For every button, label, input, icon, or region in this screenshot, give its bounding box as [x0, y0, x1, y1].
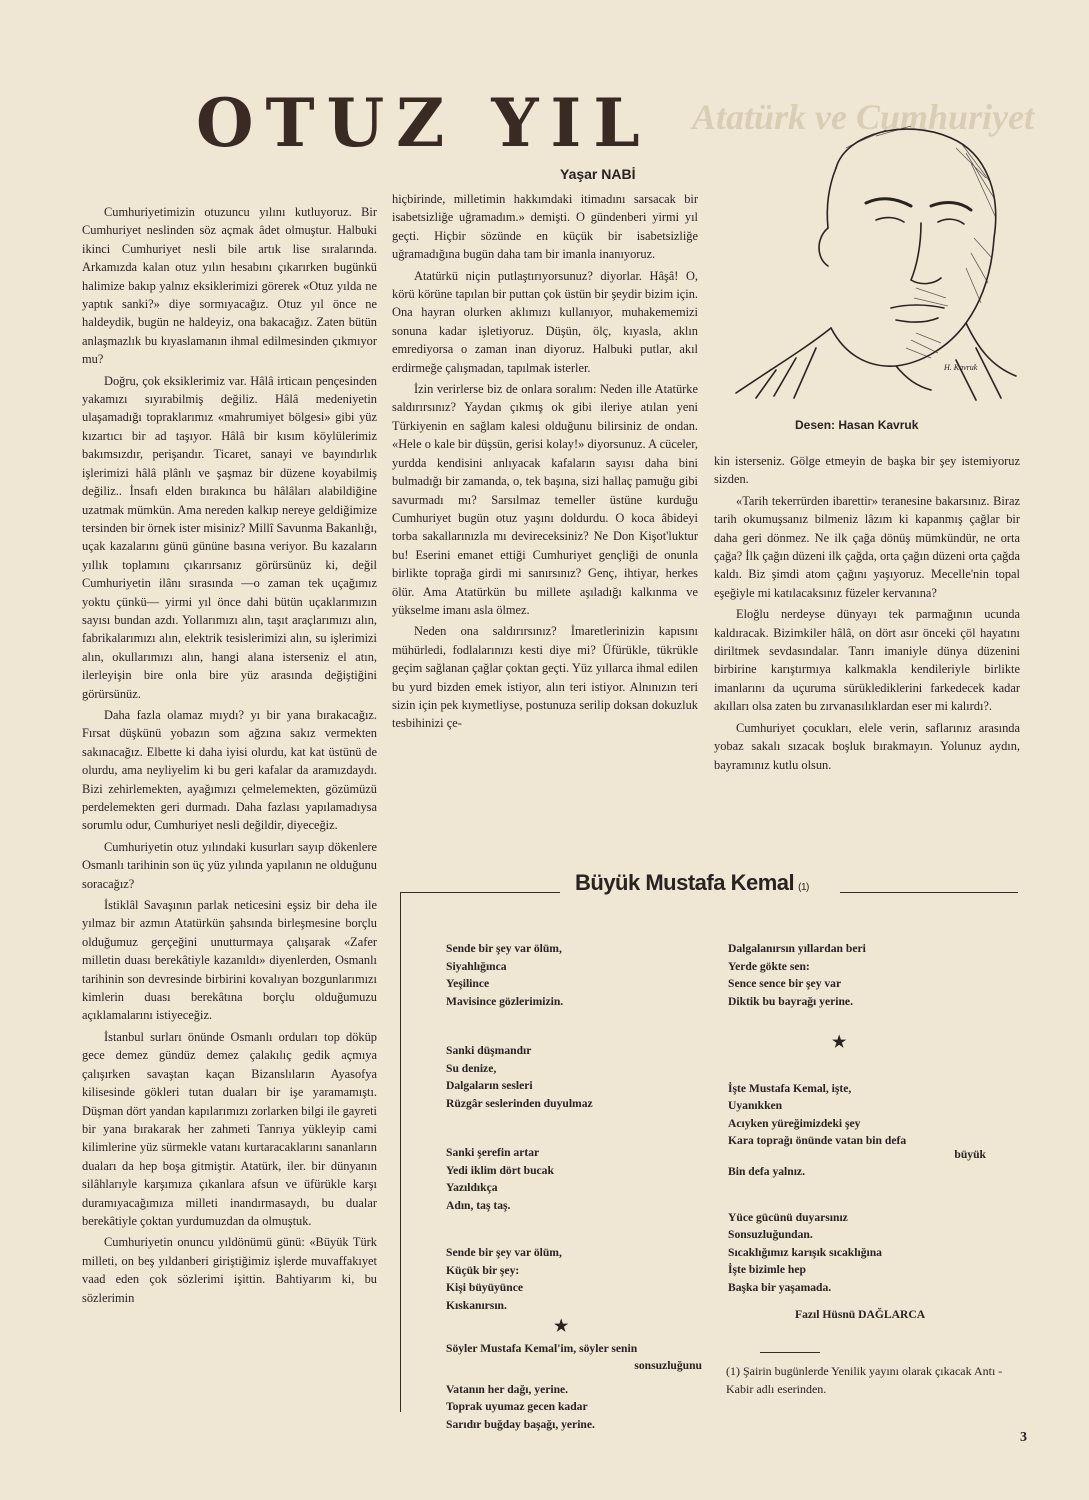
paragraph: Daha fazla olamaz mıydı? yı bir yana bırakacağız. Fırsat düşkünü yobazın som ağzına sakız vermekten sakınacağız. Elbette ki daha iyisi olurdu, kat kat üstünü de olurdu, ama neyliyelim ki bu geri kafalar da aramızdaydı. Bizi zehirlemekten, ayağımızı çelmelemekten, gözümüzü perdelemekten geri durmadı. Daha fazlası yapılamadıysa sorumlu odur, Cumhuriyet nesli değildir, diyeceğiz. [82, 707, 377, 833]
paragraph: «Tarih tekerrürden ibarettir» teranesine bakarsınız. Biraz tarih okumuşsanız bilmeniz lâzım ki kapanmış çağlar bir daha geri dönmez. Ne ilk çağa dönüş mümkündür, ne orta çağa? İlk çağın düzeni ilk çağda, orta çağın düzeni orta çağda kaldı. Biz şimdi atom çağını yaşıyoruz. Mecelle'nin topal eşeğiyle mi katılacaksınız füzeler kervanına? [714, 493, 1020, 600]
poem-left-column [446, 940, 702, 1433]
poem-frame-rule [400, 892, 401, 1412]
paragraph: kin isterseniz. Gölge etmeyin de başka bir şey istemiyoruz sizden. [714, 454, 1020, 487]
paragraph: İstanbul surları önünde Osmanlı orduları top döküp gece demez gündüz demez çalakılıç gedik açmıya çalışırken savaştan kaçan Bizanslıların Ayasofya kilisesinde gökleri tutan duaları bir işe yaramamıştı. Düşman dört yandan kapılarımızı zorlarken bilgi ile gayreti bir yana bırakarak her zahmeti Tanrıya yükleyip cami kilimlerine yüz sürmekle vatanı kurtaracaklarını sananların duaları da hep boşa gitmiştir. Atatürk, iler. bir dünyanın silâhlarıyle karşımıza çıkanlara afsun ve üfürükle karşı duramıyacağımıza milleti inandırmasaydı, bu dualar berekâtiyle çoktan yurdumuzdan da olmuştuk. [82, 1029, 377, 1228]
paragraph: İstiklâl Savaşının parlak neticesini eşsiz bir deha ile yılmaz bir azmın Atatürkün şahsında birleşmesine borçlu olduğumuz gerçeğini unutturmaya çalışarak «Zafer milletin duası berekâtiyle kazanıldı» diyenlerden, Osmanlı tarihinin son devresinde birbirini kovalıyan bozgunlarımızı kimlerin duası berekâtına borçlu olduğumuzu açıklamalarını istiyeceğiz. [82, 898, 377, 1023]
poem-stanza: Sende bir şey var ölüm, Küçük bir şey: Kişi büyüyünce Kıskanırsın. [446, 1246, 562, 1312]
paragraph: Doğru, çok eksiklerimiz var. Hâlâ irticaın pençesinden yakamızı sıyırabilmiş değiliz. Hâlâ medeniyetin ulaşamadığı topraklarımız «mahrumiyet bölgesi» gibi yüz kızartıcı bir ad taşıyor. Hâlâ bir kısım köylülerimiz bakımsızdır, perişandır. Ticaret, sanayi ve bayındırlık işlerimizi hâlâ plânlı ve şaşmaz bir düzene koyabilmiş değiliz.. İnsafı elden bırakınca bu hâlâları alabildiğine uzatmak mümkün. Ama nereden kalkıp nereye geldiğimize tersinden bir örnek ister misiniz? Millî Savunma Bakanlığı, uçak kazalarını günü gününe basına veriyor. Bu kazaların yıllık toplamını çıkarırsanız görürsünüz ki, değil Cumhuriyetin ilânı sırasında —o zaman tek uçağımız yoktu çünkü— yirmi yıl önce dahi bütün uçaklarımızın sayısı bundan azdı. Yollarımızı alın, taşıt araçlarımızı alın, fabrikalarımızı alın, elektrik tesislerimizi alın, su işlerimizi alın, okullarımızı alın, hangi alana isterseniz el atın, ilerleyişin bire onla bire yüz arasında değiştiğini görürsünüz. [82, 373, 377, 701]
poem-stanza: Dalgalanırsın yıllardan beri Yerde gökte sen: Sence sence bir şey var Diktik bu bayrağı yerine. [728, 942, 866, 1008]
article-author: Yaşar NABİ [560, 166, 636, 182]
footnote: (1) Şairin bugünlerde Yenilik yayını olarak çıkacak Antı - Kabir adlı eserinden. [726, 1364, 1003, 1396]
poem-title-note: (1) [798, 882, 809, 893]
paragraph: Eloğlu nerdeyse dünyayı tek parmağının ucunda kaldıracak. Bizimkiler hâlâ, on dört asır önceki çöl hayatını diriltmek sevdasındalar. Tanrı imaniyle dünya düzenini birbirine karıştırmıya kalkmakla kendileriyle birlikte imanlarını da uçuruma sürüklediklerini farkedecek kadar akılları olsa zaten bu zırvanasılıklardan eser mi kalırdı?. [714, 607, 1020, 714]
paragraph: Cumhuriyetin onuncu yıldönümü günü: «Büyük Türk milleti, on beş yıldanberi giriştiğimiz işlerde muvaffakıyet vaad eden çok sözlerimi işittin. Bahtiyarım ki, bu sözlerimin [82, 1235, 377, 1305]
footnote-rule [760, 1352, 820, 1353]
paragraph: Atatürkü niçin putlaştırıyorsunuz? diyorlar. Hâşâ! O, körü körüne tapılan bir puttan çok üstün bir şeydir bizim için. Ona hayran olurken aklımızı kullanıyor, muhakememizi sonuna kadar işletiyoruz. Düşün, ölç, kıyasla, aklın emrediyorsa o zaman inan diyoruz. Halbuki putlar, akıl erdirmeğe çalışmadan, tapılmak isterler. [392, 268, 698, 375]
poem-frame-rule [400, 892, 560, 893]
poem-stanza: İşte Mustafa Kemal, işte, Uyanıkken Acıyken yüreğimizdeki şey Kara toprağı önünde vatan bin defa büyük Bin defa yalnız. [728, 1081, 986, 1178]
poet-name: Fazıl Hüsnü DAĞLARCA [795, 1308, 926, 1321]
paragraph: hiçbirinde, milletimin hakkımdaki itimadını sarsacak bir isabetsizliğe uğramadım.» demişti. O gündenberi yirmi yıl geçti. Hiçbir sözünde en küçük bir isabetsizliğe uğramadığına bugün daha tam bir imanla inanıyoruz. [392, 192, 698, 262]
article-column-2 [392, 190, 698, 736]
paragraph: İzin verirlerse biz de onlara soralım: Neden ille Atatürke saldırırsınız? Yaydan çıkmış ok gibi ileriye atılan yeni Türkiyenin en sağlam kalesi olduğunu bilirsiniz de ondan. «Hele o kale bir düşsün, gerisi kolay!» diyorsunuz. A cüceler, yurdda kendisini anlıyacak kafaların sayısı daha bini bulmadığı bir zamanda, o, tek başına, sizi hallaç pamuğu gibi savurmadı mı? Sarsılmaz temeller üstüne kurduğu Cumhuriyet bugün otuz yaşını doldurdu. O koca âbideyi torba sakallarınızla mı devireceksiniz? Ne Don Kişot'luktur bu! Eserini emanet ettiği Cumhuriyet gençliği de onunla birlikte toprağa girdi mi sanırsınız? Genç, ihtiyar, herkes ölür. Ama Atatürkün bu millete aşıladığı kalkınma ve yükselme imanı asla ölmez. [392, 382, 698, 617]
poem-right-column [728, 940, 986, 1296]
poem-stanza: Sanki şerefin artar Yedi iklim dört bucak Yazıldıkça Adın, taş taş. [446, 1146, 554, 1212]
article-column-3 [714, 452, 1020, 777]
poem-stanza: Söyler Mustafa Kemal'im, söyler senin sonsuzluğunu Vatanın her dağı, yerine. Toprak uyumaz gecen kadar Sarıdır buğday başağı, yerine. [446, 1341, 702, 1431]
star-icon: ★ [554, 1318, 569, 1335]
article-title: OTUZ YIL [196, 84, 652, 162]
poem-stanza: Sende bir şey var ölüm, Siyahlığınca Yeşilince Mavisince gözlerimizin. [446, 942, 564, 1008]
poem-frame-rule [840, 892, 1018, 893]
poem-stanza: Sanki düşmandır Su denize, Dalgaların sesleri Rüzgâr seslerinden duyulmaz [446, 1044, 593, 1110]
page-number: 3 [1020, 1430, 1027, 1445]
bleed-through-heading: Atatürk ve Cumhuriyet [692, 97, 1035, 137]
portrait-caption: Desen: Hasan Kavruk [795, 418, 919, 432]
poem-stanza: Yüce gücünü duyarsınız Sonsuzluğundan. Sıcaklığımız karışık sıcaklığına İşte bizimle hep Başka bir yaşamada. [728, 1210, 882, 1294]
paragraph: Cumhuriyetimizin otuzuncu yılını kutluyoruz. Bir Cumhuriyet neslinden söz açmak âdet olmuştur. Halbuki ikinci Cumhuriyet nesli bile artık lise sıralarında. Arkamızda kalan otuz yılın hesabını çıkarırken bugünkü halimize bakıp yalnız eksiklerimizi görerek «Otuz yılda ne yaptık sanki?» diye sormıyacağız. Otuz yıl önce ne haldeydik, bugün ne haldeyiz, ona bakacağız. Zaten bütün anlaşmazlık bu kıyaslamanın ihmal edilmesinden çıkmıyor mu? [82, 205, 377, 367]
poem-title: Büyük Mustafa Kemal (1) [575, 870, 809, 895]
paragraph: Cumhuriyetin otuz yılındaki kusurları sayıp dökenlere Osmanlı tarihinin son üç yüz yılında yapılanın ne olduğunu soracağız? [82, 839, 377, 891]
paragraph: Cumhuriyet çocukları, elele verin, saflarınız arasında yobaz sakalı sızacak boşluk bırakmayın. Yolunuz aydın, bayramınız kutlu olsun. [714, 720, 1020, 772]
ataturk-portrait-sketch [716, 108, 1028, 408]
article-column-1 [82, 203, 377, 1310]
star-icon: ★ [832, 1034, 847, 1051]
portrait-signature: H. Kavruk [944, 363, 978, 372]
paragraph: Neden ona saldırırsınız? İmaretlerinizin kapısını mühürledi, fodlalarınızı kesti diye mi? Üfürükle, tükrükle geçim sağlanan çağlar çoktan geçti. Yüz yıllarca ihmal edilen bu yurd bizden emek istiyor, alın teri istiyor. Alnınızın teri sizin için pek kıymetliyse, postunuza serilip doksan dokuzluk tesbihinizi çe- [392, 624, 698, 731]
